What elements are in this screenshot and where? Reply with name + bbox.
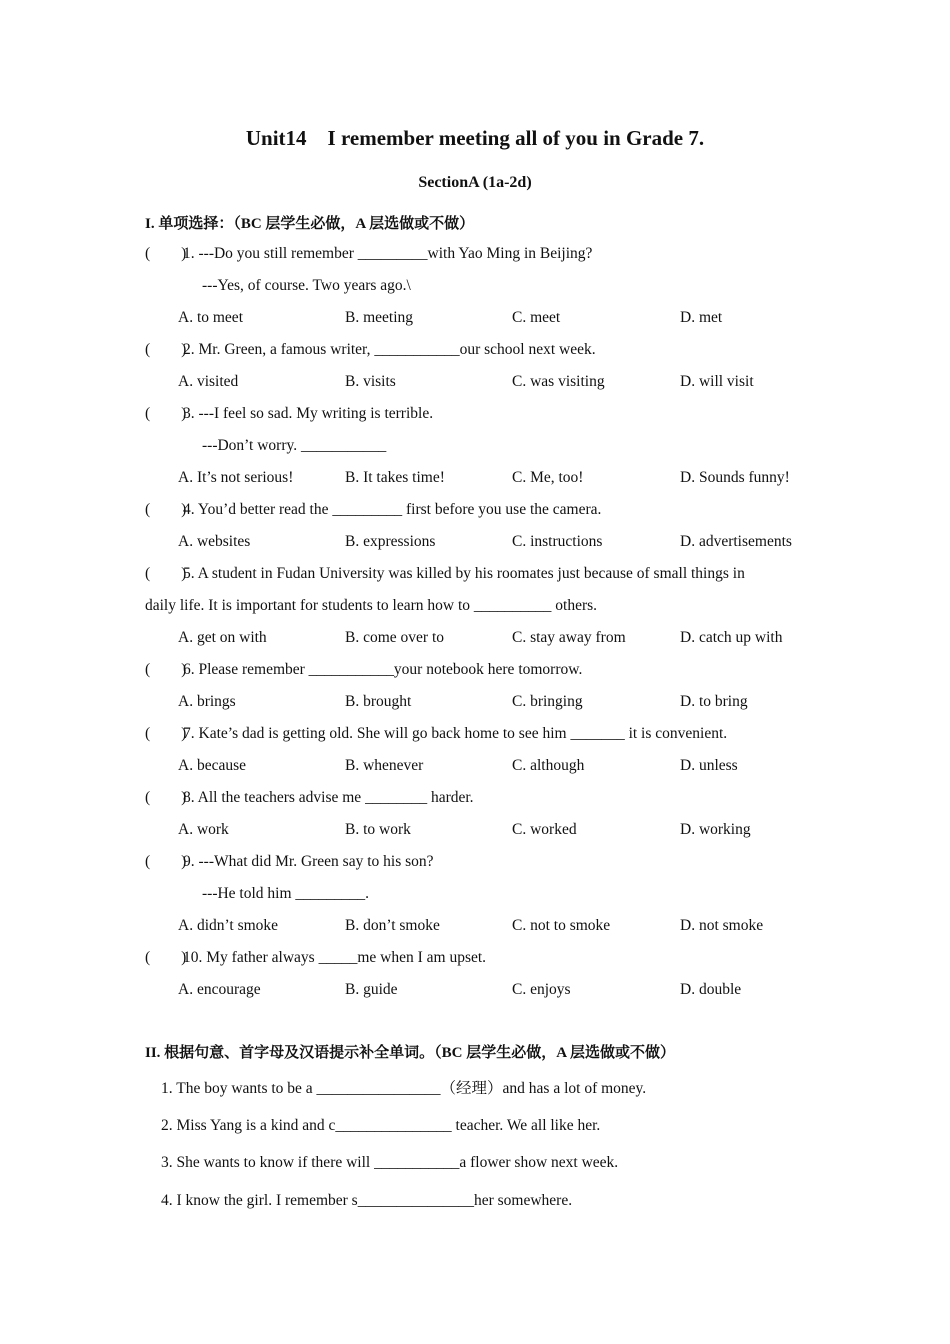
option-a: A. didn’t smoke <box>178 917 279 934</box>
option-b: B. come over to <box>345 629 445 646</box>
option-b: B. It takes time! <box>345 469 445 486</box>
option-d: D. double <box>680 981 742 998</box>
question-6 <box>145 660 582 680</box>
option-a: A. visited <box>178 373 239 390</box>
option-d: D. met <box>680 309 723 326</box>
option-a: A. work <box>178 821 229 838</box>
option-a: A. to meet <box>178 309 243 326</box>
option-b: B. to work <box>345 821 411 838</box>
question-8 <box>145 788 474 808</box>
option-b: B. expressions <box>345 533 436 550</box>
question-5 <box>145 564 745 584</box>
question-10 <box>145 948 486 968</box>
option-a: A. brings <box>178 693 236 710</box>
question-text: 1. ---Do you still remember _________with Yao Ming in Beijing? <box>183 245 593 262</box>
option-c: C. instructions <box>512 533 603 550</box>
option-c: C. stay away from <box>512 629 626 646</box>
answer-blank[interactable]: ( ) <box>145 565 187 582</box>
question-text: 6. Please remember ___________your notebook here tomorrow. <box>183 661 583 678</box>
option-a: A. websites <box>178 533 251 550</box>
answer-blank[interactable]: ( ) <box>145 853 187 870</box>
fill-in-item-4: 4. I know the girl. I remember s_______________her somewhere. <box>161 1192 573 1209</box>
answer-blank[interactable]: ( ) <box>145 405 187 422</box>
question-9-reply: ---He told him _________. <box>202 885 370 902</box>
option-d: D. will visit <box>680 373 754 390</box>
option-b: B. guide <box>345 981 398 998</box>
answer-blank[interactable]: ( ) <box>145 789 187 806</box>
option-a: A. It’s not serious! <box>178 469 294 486</box>
option-a: A. because <box>178 757 246 774</box>
question-text: 3. ---I feel so sad. My writing is terrible. <box>183 405 434 422</box>
question-1 <box>145 244 592 264</box>
answer-blank[interactable]: ( ) <box>145 341 187 358</box>
option-c: C. although <box>512 757 585 774</box>
answer-blank[interactable]: ( ) <box>145 725 187 742</box>
option-c: C. not to smoke <box>512 917 611 934</box>
question-7 <box>145 724 727 744</box>
option-c: C. worked <box>512 821 577 838</box>
option-a: A. get on with <box>178 629 267 646</box>
question-text: 7. Kate’s dad is getting old. She will go back home to see him _______ it is convenient. <box>183 725 728 742</box>
question-text: 4. You’d better read the _________ first before you use the camera. <box>183 501 602 518</box>
option-c: C. Me, too! <box>512 469 584 486</box>
answer-blank[interactable]: ( ) <box>145 501 187 518</box>
section-2-heading: II. 根据句意、首字母及汉语提示补全单词。（BC 层学生必做，A 层选做或不做） <box>145 1045 676 1061</box>
question-text: 5. A student in Fudan University was killed by his roomates just because of small things in <box>183 565 745 582</box>
option-d: D. catch up with <box>680 629 783 646</box>
question-text: 8. All the teachers advise me ________ harder. <box>183 789 474 806</box>
question-3-reply: ---Don’t worry. ___________ <box>202 437 387 454</box>
option-c: C. enjoys <box>512 981 571 998</box>
option-d: D. Sounds funny! <box>680 469 790 486</box>
question-5-continued: daily life. It is important for students to learn how to __________ others. <box>145 597 598 614</box>
page-title: Unit14 I remember meeting all of you in Grade 7. <box>245 126 705 150</box>
section-subtitle: SectionA (1a-2d) <box>418 174 532 191</box>
option-a: A. encourage <box>178 981 261 998</box>
option-d: D. not smoke <box>680 917 764 934</box>
option-c: C. meet <box>512 309 561 326</box>
question-text: 10. My father always _____me when I am upset. <box>183 949 487 966</box>
option-d: D. to bring <box>680 693 748 710</box>
option-d: D. working <box>680 821 751 838</box>
question-text: 9. ---What did Mr. Green say to his son? <box>183 853 434 870</box>
option-d: D. unless <box>680 757 738 774</box>
question-3 <box>145 404 433 424</box>
option-b: B. don’t smoke <box>345 917 440 934</box>
option-b: B. meeting <box>345 309 414 326</box>
option-b: B. brought <box>345 693 412 710</box>
option-c: C. bringing <box>512 693 583 710</box>
answer-blank[interactable]: ( ) <box>145 661 187 678</box>
question-text: 2. Mr. Green, a famous writer, ___________our school next week. <box>183 341 596 358</box>
fill-in-item-3: 3. She wants to know if there will ___________a flower show next week. <box>161 1154 619 1171</box>
fill-in-item-1: 1. The boy wants to be a ________________（经理）and has a lot of money. <box>161 1080 647 1097</box>
section-1-heading: I. 单项选择：（BC 层学生必做，A 层选做或不做） <box>145 216 475 232</box>
question-4 <box>145 500 601 520</box>
question-1-reply: ---Yes, of course. Two years ago.\ <box>202 277 411 294</box>
option-d: D. advertisements <box>680 533 792 550</box>
answer-blank[interactable]: ( ) <box>145 949 187 966</box>
option-b: B. whenever <box>345 757 424 774</box>
option-b: B. visits <box>345 373 396 390</box>
option-c: C. was visiting <box>512 373 605 390</box>
question-9 <box>145 852 434 872</box>
answer-blank[interactable]: ( ) <box>145 245 187 262</box>
fill-in-item-2: 2. Miss Yang is a kind and c_______________ teacher. We all like her. <box>161 1117 601 1134</box>
question-2 <box>145 340 596 360</box>
